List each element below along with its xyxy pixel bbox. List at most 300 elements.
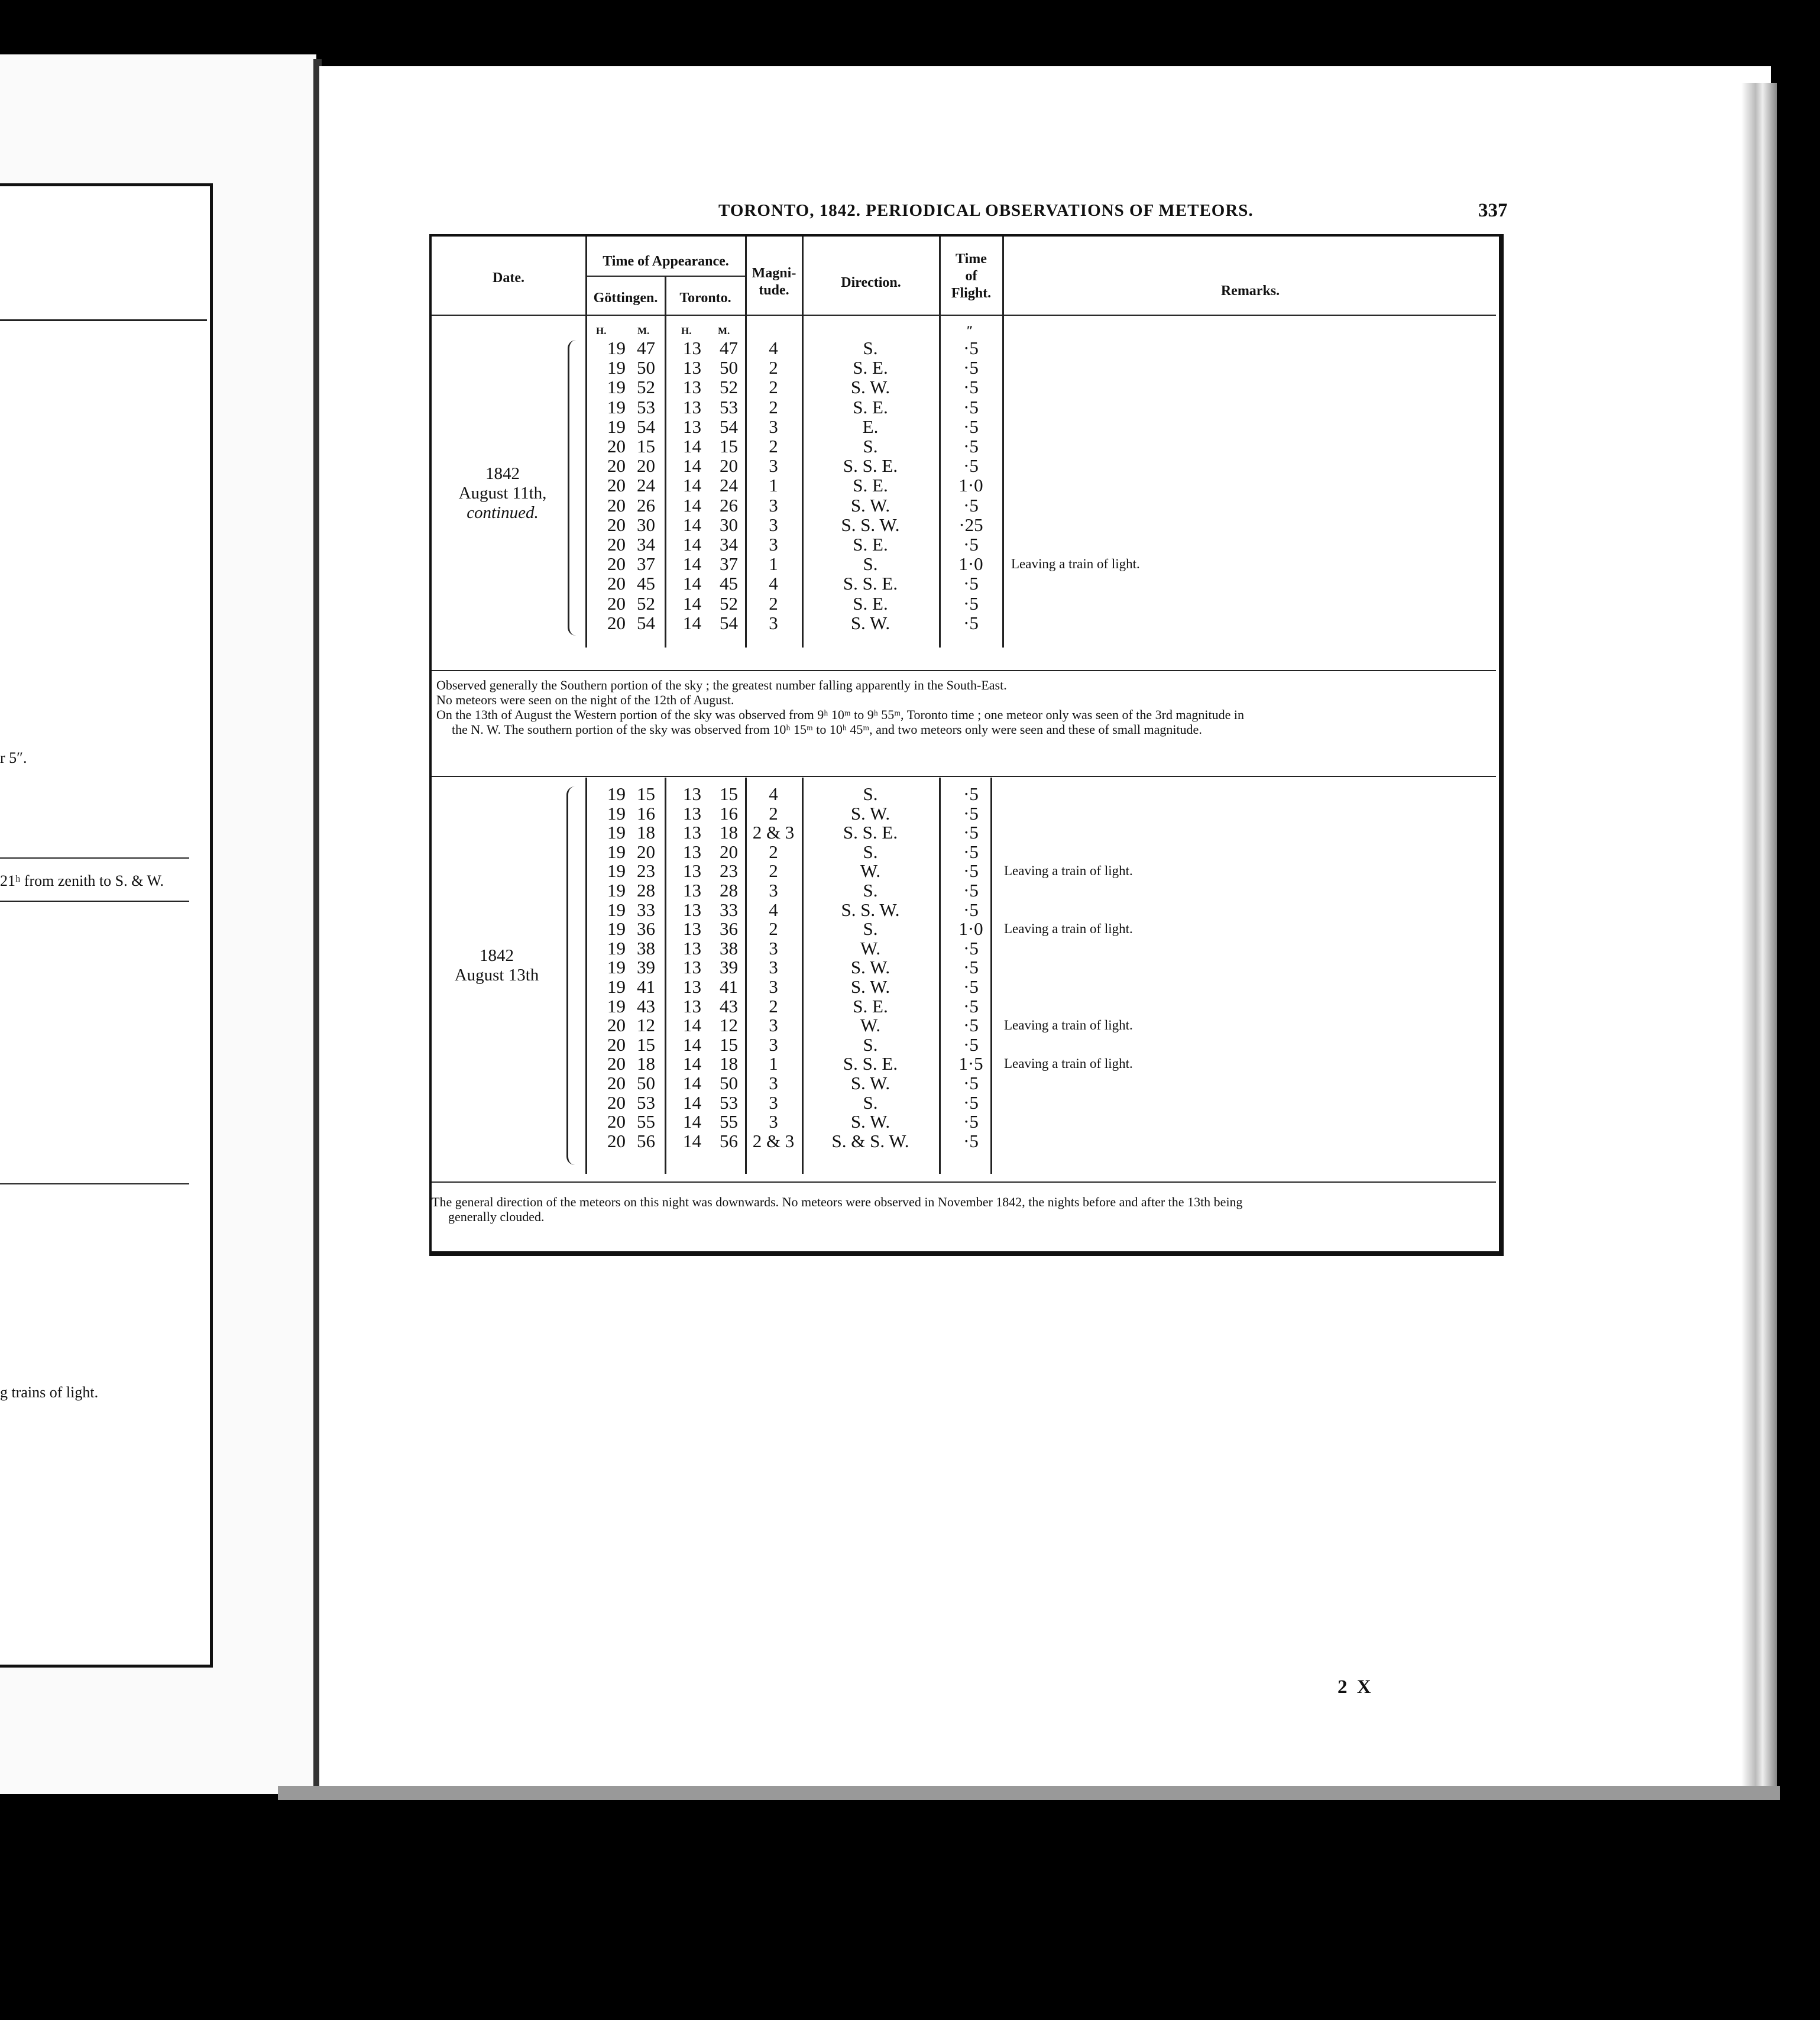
left-fragment: r 5″. bbox=[0, 749, 27, 766]
gottingen-hour: 19 bbox=[607, 937, 626, 959]
direction-cell: S. E. bbox=[853, 534, 888, 555]
flight-cell: ·5 bbox=[963, 534, 979, 555]
magnitude-cell: 4 bbox=[769, 784, 778, 804]
flight-cell: ·5 bbox=[963, 1130, 979, 1151]
flight-cell: ·5 bbox=[963, 494, 979, 516]
toronto-hour: 13 bbox=[683, 880, 701, 901]
flight-cell: ·5 bbox=[963, 338, 979, 358]
toronto-hour: 14 bbox=[683, 1092, 701, 1113]
magnitude-cell: 2 bbox=[769, 918, 778, 940]
table-row bbox=[432, 456, 1496, 475]
remark-cell: Leaving a train of light. bbox=[1004, 921, 1133, 937]
toronto-minute: 23 bbox=[720, 860, 738, 882]
gottingen-minute: 52 bbox=[637, 593, 655, 614]
left-rule bbox=[0, 857, 189, 859]
gottingen-minute: 52 bbox=[637, 377, 655, 398]
flight-cell: ·5 bbox=[963, 995, 979, 1017]
direction-cell: S. bbox=[863, 436, 878, 457]
unit-minutes: M. bbox=[718, 325, 730, 336]
magnitude-cell: 1 bbox=[769, 553, 778, 575]
page-edge-shadow bbox=[1741, 83, 1777, 1786]
magnitude-cell: 2 bbox=[769, 841, 778, 862]
table-row bbox=[432, 880, 1496, 900]
left-rule bbox=[0, 901, 189, 902]
gottingen-minute: 24 bbox=[637, 475, 655, 496]
toronto-hour: 13 bbox=[683, 976, 701, 997]
toronto-hour: 14 bbox=[683, 514, 701, 535]
note-line: Observed generally the Southern portion of the sky ; the greatest number falling apparently in the South-East. bbox=[436, 678, 1007, 692]
gottingen-minute: 53 bbox=[637, 396, 655, 417]
toronto-hour: 13 bbox=[683, 396, 701, 417]
table-row bbox=[432, 842, 1496, 862]
gottingen-hour: 19 bbox=[607, 416, 626, 437]
table-row bbox=[432, 475, 1496, 495]
magnitude-cell: 3 bbox=[769, 880, 778, 901]
direction-cell: S. W. bbox=[850, 802, 890, 824]
toronto-minute: 34 bbox=[720, 534, 738, 555]
toronto-hour: 14 bbox=[683, 475, 701, 496]
flight-cell: ·5 bbox=[963, 1034, 979, 1055]
note-line: generally clouded. bbox=[448, 1209, 545, 1224]
left-page-frame bbox=[0, 183, 213, 1668]
direction-cell: S. W. bbox=[850, 976, 890, 997]
gottingen-hour: 19 bbox=[607, 957, 626, 978]
direction-cell: W. bbox=[860, 937, 881, 959]
toronto-hour: 13 bbox=[683, 899, 701, 920]
toronto-minute: 56 bbox=[720, 1130, 738, 1151]
gottingen-hour: 20 bbox=[607, 455, 626, 477]
table-row bbox=[432, 861, 1496, 880]
signature-mark: 2 X bbox=[1338, 1676, 1374, 1698]
left-rule bbox=[0, 1183, 189, 1184]
table-row bbox=[432, 996, 1496, 1016]
gottingen-hour: 19 bbox=[607, 860, 626, 882]
toronto-minute: 54 bbox=[720, 416, 738, 437]
toronto-minute: 43 bbox=[720, 995, 738, 1017]
flight-cell: 1·5 bbox=[958, 1053, 983, 1074]
gottingen-minute: 15 bbox=[637, 784, 655, 804]
section-rule bbox=[432, 776, 1496, 777]
magnitude-cell: 1 bbox=[769, 475, 778, 496]
gottingen-minute: 50 bbox=[637, 357, 655, 378]
flight-cell: ·5 bbox=[963, 937, 979, 959]
toronto-hour: 13 bbox=[683, 957, 701, 978]
table-row bbox=[432, 1073, 1496, 1093]
gottingen-hour: 20 bbox=[607, 1053, 626, 1074]
gottingen-hour: 19 bbox=[607, 357, 626, 378]
left-fragment: g trains of light. bbox=[0, 1384, 99, 1401]
gottingen-hour: 19 bbox=[607, 784, 626, 804]
toronto-minute: 55 bbox=[720, 1111, 738, 1132]
direction-cell: S. S. E. bbox=[843, 455, 898, 477]
gottingen-minute: 23 bbox=[637, 860, 655, 882]
flight-cell: ·5 bbox=[963, 1073, 979, 1093]
flight-cell: ·5 bbox=[963, 593, 979, 614]
table-row bbox=[432, 338, 1496, 358]
flight-cell: ·5 bbox=[963, 436, 979, 457]
flight-cell: ·5 bbox=[963, 784, 979, 804]
flight-cell: ·5 bbox=[963, 612, 979, 633]
gottingen-hour: 20 bbox=[607, 573, 626, 594]
flight-cell: ·5 bbox=[963, 880, 979, 901]
toronto-hour: 14 bbox=[683, 1015, 701, 1036]
toronto-minute: 24 bbox=[720, 475, 738, 496]
gottingen-hour: 20 bbox=[607, 534, 626, 555]
gottingen-hour: 19 bbox=[607, 918, 626, 940]
remark-cell: Leaving a train of light. bbox=[1004, 1018, 1133, 1033]
flight-cell: ·5 bbox=[963, 357, 979, 378]
note-line: No meteors were seen on the night of the 12th of August. bbox=[436, 692, 734, 707]
direction-cell: S. S. E. bbox=[843, 822, 898, 843]
header-gottingen: Göttingen. bbox=[593, 290, 658, 306]
date-year: 1842 bbox=[485, 464, 520, 483]
table-row bbox=[432, 554, 1496, 574]
toronto-minute: 20 bbox=[720, 455, 738, 477]
table-row bbox=[432, 377, 1496, 397]
toronto-minute: 45 bbox=[720, 573, 738, 594]
remark-cell: Leaving a train of light. bbox=[1004, 1056, 1133, 1071]
date-continued: continued. bbox=[467, 503, 539, 522]
toronto-minute: 15 bbox=[720, 436, 738, 457]
gottingen-minute: 37 bbox=[637, 553, 655, 575]
magnitude-cell: 1 bbox=[769, 1053, 778, 1074]
toronto-minute: 39 bbox=[720, 957, 738, 978]
table-row bbox=[432, 613, 1496, 633]
toronto-minute: 53 bbox=[720, 1092, 738, 1113]
direction-cell: S. W. bbox=[850, 612, 890, 633]
direction-cell: S. bbox=[863, 338, 878, 358]
magnitude-cell: 2 bbox=[769, 357, 778, 378]
direction-cell: S. E. bbox=[853, 593, 888, 614]
toronto-hour: 14 bbox=[683, 1073, 701, 1093]
flight-cell: ·5 bbox=[963, 841, 979, 862]
gottingen-hour: 19 bbox=[607, 976, 626, 997]
toronto-hour: 14 bbox=[683, 455, 701, 477]
table-row bbox=[432, 1112, 1496, 1131]
gottingen-hour: 20 bbox=[607, 593, 626, 614]
toronto-minute: 18 bbox=[720, 1053, 738, 1074]
toronto-minute: 50 bbox=[720, 357, 738, 378]
section-rule bbox=[432, 1181, 1496, 1183]
direction-cell: S. bbox=[863, 841, 878, 862]
toronto-hour: 13 bbox=[683, 822, 701, 843]
direction-cell: S. S. W. bbox=[841, 514, 900, 535]
toronto-minute: 53 bbox=[720, 396, 738, 417]
gottingen-hour: 19 bbox=[607, 377, 626, 398]
toronto-hour: 13 bbox=[683, 937, 701, 959]
direction-cell: S. & S. W. bbox=[831, 1130, 909, 1151]
date-day: August 13th bbox=[454, 966, 539, 985]
gottingen-hour: 19 bbox=[607, 899, 626, 920]
gottingen-hour: 20 bbox=[607, 494, 626, 516]
toronto-hour: 13 bbox=[683, 918, 701, 940]
magnitude-cell: 3 bbox=[769, 514, 778, 535]
direction-cell: S. S. E. bbox=[843, 573, 898, 594]
gottingen-minute: 54 bbox=[637, 416, 655, 437]
magnitude-cell: 2 bbox=[769, 995, 778, 1017]
unit-hours: H. bbox=[681, 325, 692, 336]
direction-cell: S. E. bbox=[853, 995, 888, 1017]
gottingen-minute: 56 bbox=[637, 1130, 655, 1151]
magnitude-cell: 2 bbox=[769, 396, 778, 417]
toronto-minute: 15 bbox=[720, 1034, 738, 1055]
flight-cell: ·5 bbox=[963, 396, 979, 417]
direction-cell: S. bbox=[863, 1034, 878, 1055]
flight-cell: ·5 bbox=[963, 899, 979, 920]
running-head: TORONTO, 1842. PERIODICAL OBSERVATIONS OF METEORS. bbox=[718, 201, 1254, 220]
flight-cell: ·5 bbox=[963, 957, 979, 978]
toronto-hour: 14 bbox=[683, 553, 701, 575]
table-row bbox=[432, 900, 1496, 920]
gottingen-hour: 20 bbox=[607, 553, 626, 575]
magnitude-cell: 3 bbox=[769, 1015, 778, 1036]
toronto-minute: 26 bbox=[720, 494, 738, 516]
gottingen-minute: 34 bbox=[637, 534, 655, 555]
header-rule bbox=[587, 276, 745, 277]
toronto-minute: 30 bbox=[720, 514, 738, 535]
toronto-minute: 52 bbox=[720, 593, 738, 614]
unit-hours: H. bbox=[596, 325, 607, 336]
toronto-minute: 38 bbox=[720, 937, 738, 959]
toronto-hour: 13 bbox=[683, 802, 701, 824]
table-row bbox=[432, 823, 1496, 842]
gottingen-minute: 53 bbox=[637, 1092, 655, 1113]
toronto-hour: 14 bbox=[683, 612, 701, 633]
magnitude-cell: 3 bbox=[769, 957, 778, 978]
table-row bbox=[432, 496, 1496, 515]
header-direction: Direction. bbox=[841, 275, 901, 290]
unit-seconds: ″ bbox=[966, 323, 974, 338]
table-row bbox=[432, 1131, 1496, 1151]
table-row bbox=[432, 436, 1496, 456]
gottingen-minute: 54 bbox=[637, 612, 655, 633]
table-row bbox=[432, 957, 1496, 977]
toronto-minute: 52 bbox=[720, 377, 738, 398]
direction-cell: S. W. bbox=[850, 1111, 890, 1132]
gottingen-minute: 20 bbox=[637, 455, 655, 477]
gottingen-minute: 12 bbox=[637, 1015, 655, 1036]
magnitude-cell: 3 bbox=[769, 1092, 778, 1113]
remark-cell: Leaving a train of light. bbox=[1011, 556, 1140, 572]
header-time-of-flight: Time of Flight. bbox=[951, 251, 992, 301]
table-row bbox=[432, 1015, 1496, 1035]
table-row bbox=[432, 938, 1496, 958]
flight-cell: ·5 bbox=[963, 573, 979, 594]
toronto-hour: 13 bbox=[683, 377, 701, 398]
gottingen-hour: 20 bbox=[607, 612, 626, 633]
toronto-hour: 14 bbox=[683, 573, 701, 594]
table-row bbox=[432, 784, 1496, 804]
direction-cell: S. bbox=[863, 918, 878, 940]
gottingen-minute: 28 bbox=[637, 880, 655, 901]
gottingen-hour: 19 bbox=[607, 841, 626, 862]
flight-cell: ·25 bbox=[958, 514, 983, 535]
flight-cell: ·5 bbox=[963, 860, 979, 882]
toronto-minute: 28 bbox=[720, 880, 738, 901]
direction-cell: W. bbox=[860, 1015, 881, 1036]
toronto-minute: 37 bbox=[720, 553, 738, 575]
direction-cell: S. W. bbox=[850, 377, 890, 398]
direction-cell: S. W. bbox=[850, 1073, 890, 1093]
toronto-minute: 50 bbox=[720, 1073, 738, 1093]
direction-cell: S. S. E. bbox=[843, 1053, 898, 1074]
gottingen-hour: 20 bbox=[607, 1073, 626, 1093]
gottingen-minute: 15 bbox=[637, 436, 655, 457]
flight-cell: ·5 bbox=[963, 822, 979, 843]
gottingen-minute: 30 bbox=[637, 514, 655, 535]
direction-cell: S. E. bbox=[853, 357, 888, 378]
header-date: Date. bbox=[493, 270, 524, 286]
section-rule bbox=[432, 670, 1496, 671]
magnitude-cell: 2 & 3 bbox=[752, 1130, 795, 1151]
toronto-hour: 14 bbox=[683, 494, 701, 516]
flight-cell: ·5 bbox=[963, 976, 979, 997]
flight-cell: ·5 bbox=[963, 1111, 979, 1132]
toronto-hour: 13 bbox=[683, 784, 701, 804]
direction-cell: S. S. W. bbox=[841, 899, 900, 920]
gottingen-minute: 20 bbox=[637, 841, 655, 862]
toronto-minute: 16 bbox=[720, 802, 738, 824]
flight-cell: ·5 bbox=[963, 802, 979, 824]
gottingen-minute: 45 bbox=[637, 573, 655, 594]
gottingen-hour: 20 bbox=[607, 1015, 626, 1036]
left-fragment: 21ʰ from zenith to S. & W. bbox=[0, 872, 164, 889]
direction-cell: S. bbox=[863, 1092, 878, 1113]
magnitude-cell: 2 bbox=[769, 802, 778, 824]
gottingen-minute: 33 bbox=[637, 899, 655, 920]
table-row bbox=[432, 804, 1496, 823]
gottingen-minute: 50 bbox=[637, 1073, 655, 1093]
gottingen-minute: 47 bbox=[637, 338, 655, 358]
gottingen-minute: 18 bbox=[637, 1053, 655, 1074]
header-time-of-appearance: Time of Appearance. bbox=[603, 254, 729, 269]
gottingen-minute: 43 bbox=[637, 995, 655, 1017]
gottingen-minute: 16 bbox=[637, 802, 655, 824]
table-row bbox=[432, 1035, 1496, 1054]
table-row bbox=[432, 515, 1496, 535]
toronto-minute: 15 bbox=[720, 784, 738, 804]
gottingen-hour: 20 bbox=[607, 514, 626, 535]
table-row bbox=[432, 574, 1496, 593]
gottingen-minute: 39 bbox=[637, 957, 655, 978]
flight-cell: 1·0 bbox=[958, 475, 983, 496]
magnitude-cell: 3 bbox=[769, 494, 778, 516]
date-year: 1842 bbox=[480, 946, 514, 965]
gottingen-minute: 26 bbox=[637, 494, 655, 516]
magnitude-cell: 4 bbox=[769, 573, 778, 594]
toronto-hour: 13 bbox=[683, 338, 701, 358]
toronto-minute: 47 bbox=[720, 338, 738, 358]
magnitude-cell: 3 bbox=[769, 1034, 778, 1055]
gottingen-hour: 19 bbox=[607, 995, 626, 1017]
toronto-minute: 12 bbox=[720, 1015, 738, 1036]
toronto-minute: 20 bbox=[720, 841, 738, 862]
gottingen-minute: 15 bbox=[637, 1034, 655, 1055]
toronto-hour: 13 bbox=[683, 995, 701, 1017]
gottingen-minute: 18 bbox=[637, 822, 655, 843]
direction-cell: S. W. bbox=[850, 494, 890, 516]
toronto-hour: 14 bbox=[683, 1111, 701, 1132]
magnitude-cell: 3 bbox=[769, 534, 778, 555]
flight-cell: ·5 bbox=[963, 1092, 979, 1113]
magnitude-cell: 4 bbox=[769, 899, 778, 920]
date-day: August 11th, bbox=[458, 484, 547, 503]
magnitude-cell: 2 bbox=[769, 860, 778, 882]
page-number: 337 bbox=[1478, 200, 1508, 221]
toronto-hour: 13 bbox=[683, 860, 701, 882]
meteor-table bbox=[429, 234, 1504, 1256]
gottingen-minute: 38 bbox=[637, 937, 655, 959]
flight-cell: 1·0 bbox=[958, 553, 983, 575]
gottingen-minute: 36 bbox=[637, 918, 655, 940]
magnitude-cell: 3 bbox=[769, 455, 778, 477]
magnitude-cell: 3 bbox=[769, 1111, 778, 1132]
direction-cell: S. E. bbox=[853, 396, 888, 417]
magnitude-cell: 3 bbox=[769, 416, 778, 437]
magnitude-cell: 3 bbox=[769, 612, 778, 633]
table-row bbox=[432, 1054, 1496, 1073]
toronto-minute: 33 bbox=[720, 899, 738, 920]
direction-cell: E. bbox=[862, 416, 879, 437]
header-remarks: Remarks. bbox=[1220, 283, 1280, 299]
toronto-hour: 13 bbox=[683, 841, 701, 862]
note-line: On the 13th of August the Western portion of the sky was observed from 9ʰ 10ᵐ to 9ʰ 55ᵐ, Toronto time ; one meteor only was seen of the 3rd magnitude in bbox=[436, 707, 1244, 722]
magnitude-cell: 2 bbox=[769, 593, 778, 614]
toronto-minute: 41 bbox=[720, 976, 738, 997]
table-row bbox=[432, 535, 1496, 554]
toronto-hour: 13 bbox=[683, 357, 701, 378]
toronto-hour: 14 bbox=[683, 593, 701, 614]
left-rule bbox=[0, 319, 207, 321]
table-row bbox=[432, 977, 1496, 996]
note-line: the N. W. The southern portion of the sky was observed from 10ʰ 15ᵐ to 10ʰ 45ᵐ, and two meteors only were seen and these of small magnitude. bbox=[452, 722, 1202, 737]
direction-cell: S. E. bbox=[853, 475, 888, 496]
gottingen-hour: 20 bbox=[607, 1092, 626, 1113]
gottingen-hour: 19 bbox=[607, 880, 626, 901]
toronto-hour: 14 bbox=[683, 1053, 701, 1074]
table-row bbox=[432, 358, 1496, 377]
gottingen-hour: 19 bbox=[607, 802, 626, 824]
remark-cell: Leaving a train of light. bbox=[1004, 863, 1133, 879]
page-bottom-edge bbox=[278, 1786, 1780, 1800]
magnitude-cell: 3 bbox=[769, 976, 778, 997]
flight-cell: 1·0 bbox=[958, 918, 983, 940]
toronto-minute: 36 bbox=[720, 918, 738, 940]
gottingen-hour: 20 bbox=[607, 436, 626, 457]
magnitude-cell: 2 & 3 bbox=[752, 822, 795, 843]
header-rule bbox=[432, 315, 1496, 316]
table-row bbox=[432, 397, 1496, 417]
gottingen-minute: 41 bbox=[637, 976, 655, 997]
direction-cell: W. bbox=[860, 860, 881, 882]
gottingen-hour: 20 bbox=[607, 1130, 626, 1151]
toronto-hour: 14 bbox=[683, 1034, 701, 1055]
toronto-hour: 14 bbox=[683, 436, 701, 457]
unit-minutes: M. bbox=[637, 325, 650, 336]
gottingen-hour: 19 bbox=[607, 338, 626, 358]
table-row bbox=[432, 417, 1496, 436]
gottingen-hour: 19 bbox=[607, 396, 626, 417]
gottingen-hour: 19 bbox=[607, 822, 626, 843]
gottingen-hour: 20 bbox=[607, 1034, 626, 1055]
gottingen-minute: 55 bbox=[637, 1111, 655, 1132]
direction-cell: S. bbox=[863, 784, 878, 804]
gottingen-hour: 20 bbox=[607, 1111, 626, 1132]
toronto-minute: 54 bbox=[720, 612, 738, 633]
direction-cell: S. bbox=[863, 880, 878, 901]
table-row bbox=[432, 919, 1496, 938]
toronto-hour: 14 bbox=[683, 534, 701, 555]
